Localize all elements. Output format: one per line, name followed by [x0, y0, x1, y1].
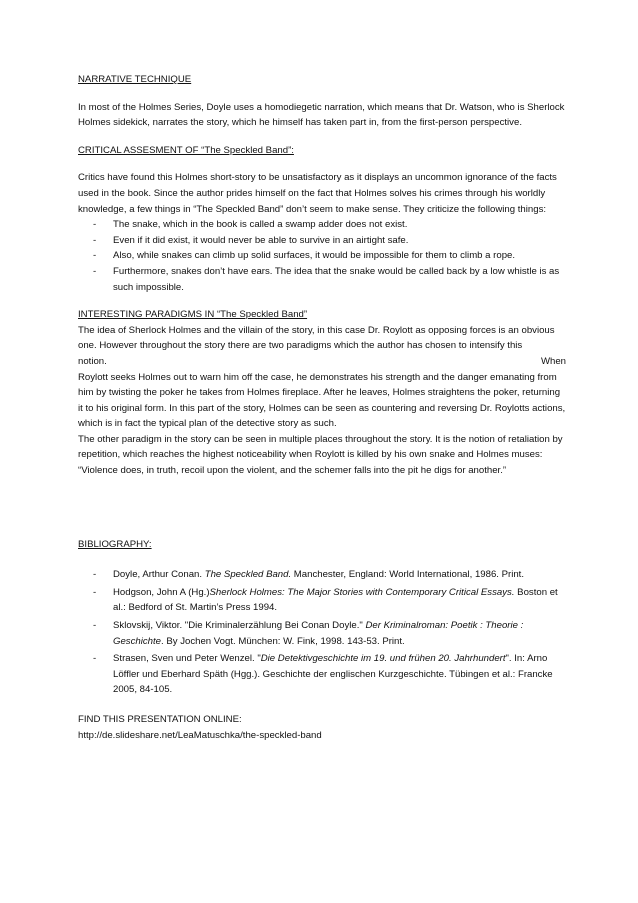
bullet-dash: - [93, 620, 97, 632]
entry-text: Strasen, Sven und Peter Wenzel. " [113, 653, 261, 665]
paradigms-heading: INTERESTING PARADIGMS IN “The Speckled Band” [78, 309, 308, 321]
list-item-text: Even if it did exist, it would never be able to survive in an airtight safe. [113, 234, 409, 246]
bullet-dash: - [93, 569, 97, 581]
paradigms-paragraph-2: Roylott seeks Holmes out to warn him off the case, he demonstrates his strength and the danger emanating from him by twisting the poker he takes from Holmes fireplace. After he leaves, Holmes straightens the poker, returning it to his original form. In this part of the story, Holmes can be seen as countering and reversing Dr. Roylotts actions, which is in fact the typical plan of the detective story as such. [78, 371, 566, 430]
presentation-url: http://de.slideshare.net/LeaMatuschka/the-speckled-band [78, 729, 322, 741]
narrative-paragraph: In most of the Holmes Series, Doyle uses a homodiegetic narration, which means that Dr. Watson, who is Sherlock Holmes sidekick, narrates the story, which he himself has taken part in, from the first-person perspective. [78, 101, 565, 129]
bullet-dash: - [93, 250, 97, 262]
paradigms-paragraph-3: The other paradigm in the story can be seen in multiple places throughout the story. It is the notion of retaliation by repetition, which reaches the highest noticeability when Roylott is killed by his own snake and Holmes muses: [78, 433, 563, 461]
bullet-dash: - [93, 234, 97, 246]
bibliography-entry [78, 618, 566, 649]
list-item [78, 217, 566, 233]
narrative-heading: NARRATIVE TECHNIQUE [78, 74, 192, 85]
bullet-dash: - [93, 265, 97, 277]
bibliography-entry [78, 567, 566, 583]
paradigms-paragraph-1: The idea of Sherlock Holmes and the villain of the story, in this case Dr. Roylott as opposing forces is an obvious one. However throughout the story there are two paradigms which the author has chosen to intensify this [78, 324, 555, 352]
bullet-dash: - [93, 219, 97, 231]
critical-paragraph: Critics have found this Holmes short-story to be unsatisfactory as it displays an uncommon ignorance of the facts used in the book. Since the author prides himself on the fact that Holmes solves his crimes through his worldly knowledge, a few things in “The Speckled Band” don’t seem to make sense. They criticize the following things: [78, 172, 557, 215]
list-item [78, 233, 566, 249]
entry-title: Der Kriminalroman: Poetik : Theorie : Geschichte [113, 620, 524, 647]
critical-list [78, 217, 566, 295]
entry-text: Manchester, England: World International, 1986. Print. [291, 569, 525, 581]
paradigms-line-right: When [540, 355, 566, 367]
entry-title: Sherlock Holmes: The Major Stories with Contemporary Critical Essays. [209, 586, 515, 598]
bullet-dash: - [93, 586, 97, 598]
entry-text: . By Jochen Vogt. München: W. Fink, 1998. 143-53. Print. [161, 635, 405, 647]
bibliography-heading: BIBLIOGRAPHY: [78, 538, 152, 550]
entry-title: The Speckled Band. [204, 569, 292, 581]
bullet-dash: - [93, 653, 97, 665]
bibliography-list [78, 567, 566, 698]
entry-text: ". In: Arno Löffler und Eberhard Späth (Hgg.). Geschichte der englischen Kurzgeschichte. Tübingen et al.: Francke 2005, 84-105. [113, 653, 553, 696]
list-item [78, 264, 566, 295]
list-item-text: Also, while snakes can climb up solid surfaces, it would be impossible for them to climb a rope. [113, 250, 516, 262]
entry-text: Sklovskij, Viktor. "Die Kriminalerzählung Bei Conan Doyle." [113, 620, 366, 632]
paradigms-line-left: notion. [78, 355, 107, 367]
paradigms-quote: “Violence does, in truth, recoil upon the violent, and the schemer falls into the pit he digs for another.” [78, 465, 507, 477]
bibliography-entry [78, 651, 566, 698]
list-item [78, 248, 566, 264]
entry-text: Doyle, Arthur Conan. [113, 569, 205, 581]
list-item-text: Furthermore, snakes don’t have ears. The idea that the snake would be called back by a low whistle is as such impossible. [113, 265, 560, 293]
paradigms-justified-line [78, 354, 566, 370]
online-heading: FIND THIS PRESENTATION ONLINE: [78, 714, 242, 725]
bibliography-entry [78, 585, 566, 616]
entry-text: Boston et al.: Bedford of St. Martin’s Press 1994. [113, 586, 558, 614]
critical-heading: CRITICAL ASSESMENT OF “The Speckled Band”: [78, 144, 294, 156]
entry-title: Die Detektivgeschichte im 19. und frühen 20. Jahrhundert [260, 653, 506, 665]
entry-text: Hodgson, John A (Hg.) [113, 586, 210, 598]
list-item-text: The snake, which in the book is called a swamp adder does not exist. [113, 219, 408, 231]
